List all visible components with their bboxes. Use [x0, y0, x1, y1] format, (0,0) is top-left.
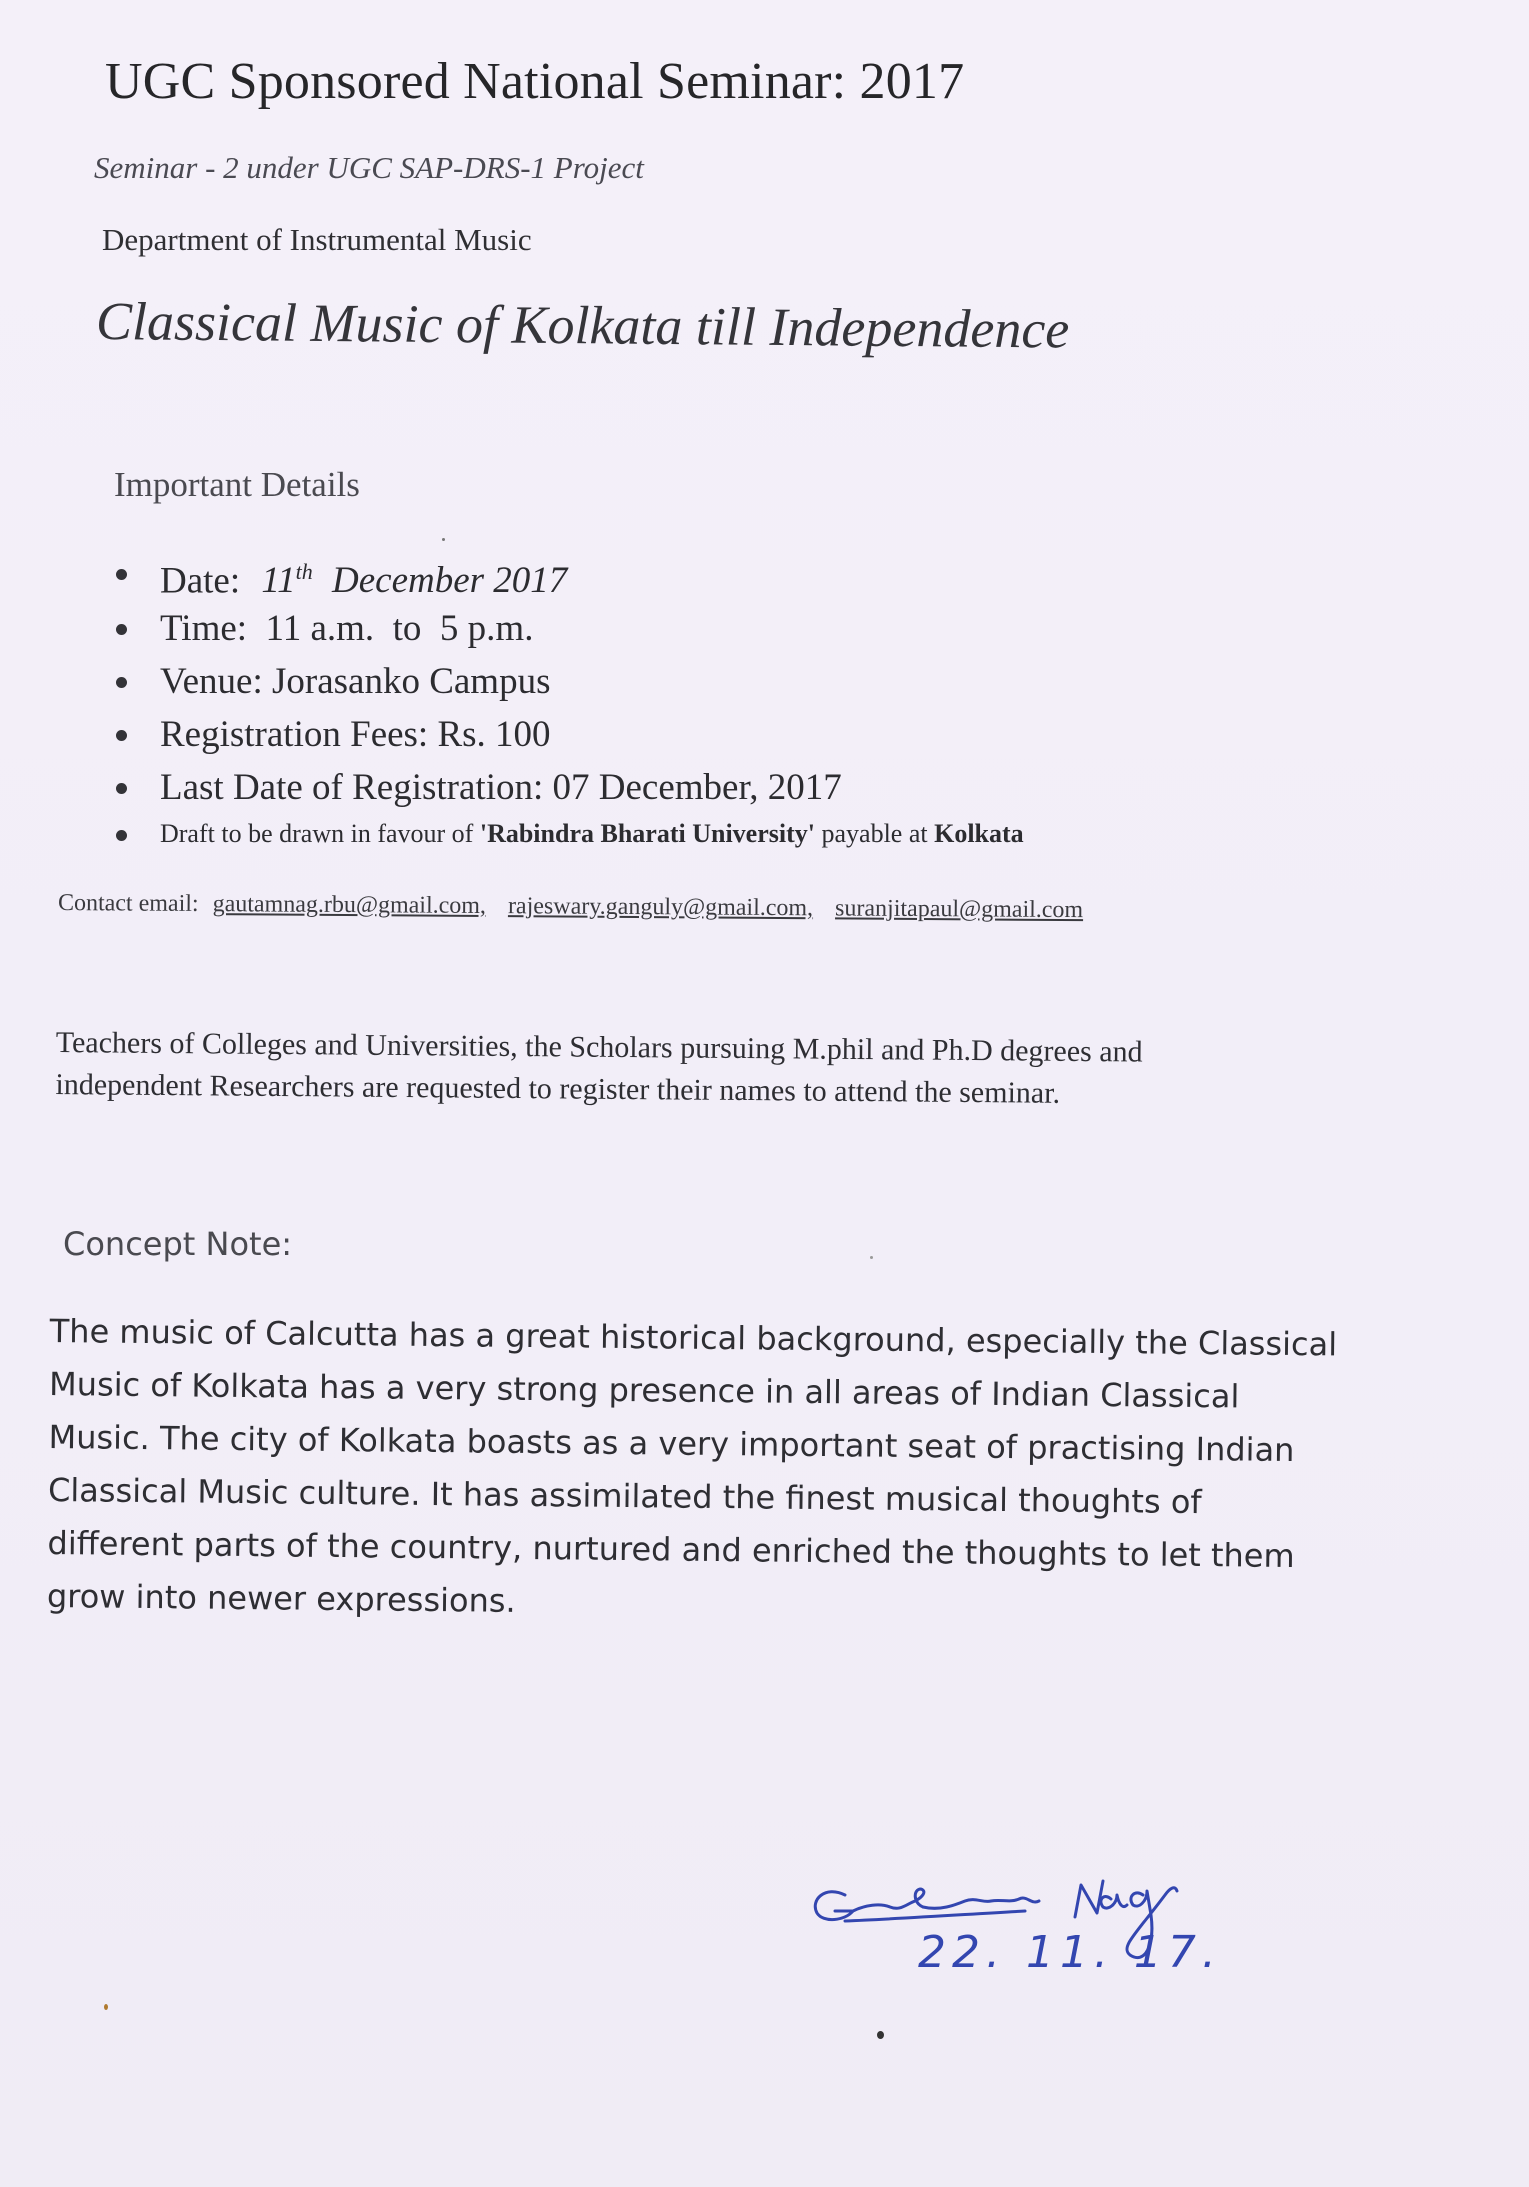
detail-date — [110, 545, 1024, 602]
concept-note-heading: Concept Note: — [63, 1225, 293, 1263]
date-day: 11 — [261, 560, 296, 602]
request-line: independent Researchers are requested to register their names to attend the seminar. — [55, 1067, 1061, 1110]
concept-note-body — [46, 1305, 1338, 1636]
concept-line: The music of Calcutta has a great historical background, especially the Classical — [49, 1311, 1338, 1364]
detail-draft — [110, 814, 1024, 854]
bullet-icon — [116, 783, 127, 794]
paper-speck — [870, 1256, 873, 1259]
draft-city: Kolkata — [934, 819, 1024, 848]
contact-label: Contact email: — [57, 890, 199, 917]
page-title: UGC Sponsored National Seminar: 2017 — [105, 53, 965, 110]
draft-prefix: Draft to be drawn in favour of — [160, 819, 480, 848]
date-label: Date: — [160, 560, 241, 602]
details-list — [110, 545, 1024, 854]
email-link-gautam[interactable]: gautamnag.rbu@gmail.com, — [212, 891, 487, 919]
signature-date: 22. 11. 17. — [918, 1927, 1222, 1978]
paper-speck — [442, 538, 445, 541]
date-suffix: th — [295, 559, 313, 584]
request-line: Teachers of Colleges and Universities, the Scholars pursuing M.phil and Ph.D degrees and — [55, 1025, 1143, 1069]
concept-line: different parts of the country, nurtured and enriched the thoughts to let them — [47, 1523, 1295, 1576]
detail-fees — [110, 708, 1024, 761]
bullet-icon — [116, 730, 127, 741]
email-link-rajeswary[interactable]: rajeswary.ganguly@gmail.com, — [507, 893, 814, 922]
detail-last-date — [110, 761, 1024, 814]
department-name: Department of Instrumental Music — [102, 222, 532, 257]
concept-line: Music of Kolkata has a very strong presence in all areas of Indian Classical — [48, 1364, 1240, 1416]
bullet-icon — [116, 624, 127, 635]
detail-venue — [110, 655, 1024, 708]
bullet-icon — [116, 569, 127, 580]
draft-mid: payable at — [814, 819, 935, 848]
last-date-text: Last Date of Registration: 07 December, 2017 — [160, 767, 842, 808]
email-link-suranjita[interactable]: suranjitapaul@gmail.com — [835, 895, 1084, 924]
registration-request — [55, 1022, 1316, 1117]
fees-text: Registration Fees: Rs. 100 — [160, 714, 551, 755]
detail-time — [110, 602, 1024, 655]
date-rest: December 2017 — [332, 560, 568, 602]
paper-speck — [877, 2031, 884, 2039]
concept-line: Classical Music culture. It has assimilated the finest musical thoughts of — [47, 1470, 1202, 1522]
concept-line: Music. The city of Kolkata boasts as a very important seat of practising Indian — [48, 1417, 1295, 1470]
important-details-heading: Important Details — [114, 465, 360, 504]
concept-line: grow into newer expressions. — [46, 1576, 516, 1620]
contact-emails — [58, 890, 1083, 924]
project-subtitle: Seminar - 2 under UGC SAP-DRS-1 Project — [94, 150, 644, 185]
seminar-topic: Classical Music of Kolkata till Independence — [95, 291, 1070, 360]
bullet-icon — [116, 830, 127, 841]
paper-speck — [104, 2004, 108, 2010]
venue-text: Venue: Jorasanko Campus — [160, 661, 551, 702]
bullet-icon — [116, 677, 127, 688]
time-text: Time: 11 a.m. to 5 p.m. — [160, 608, 534, 649]
draft-payee: 'Rabindra Bharati University' — [479, 819, 815, 848]
